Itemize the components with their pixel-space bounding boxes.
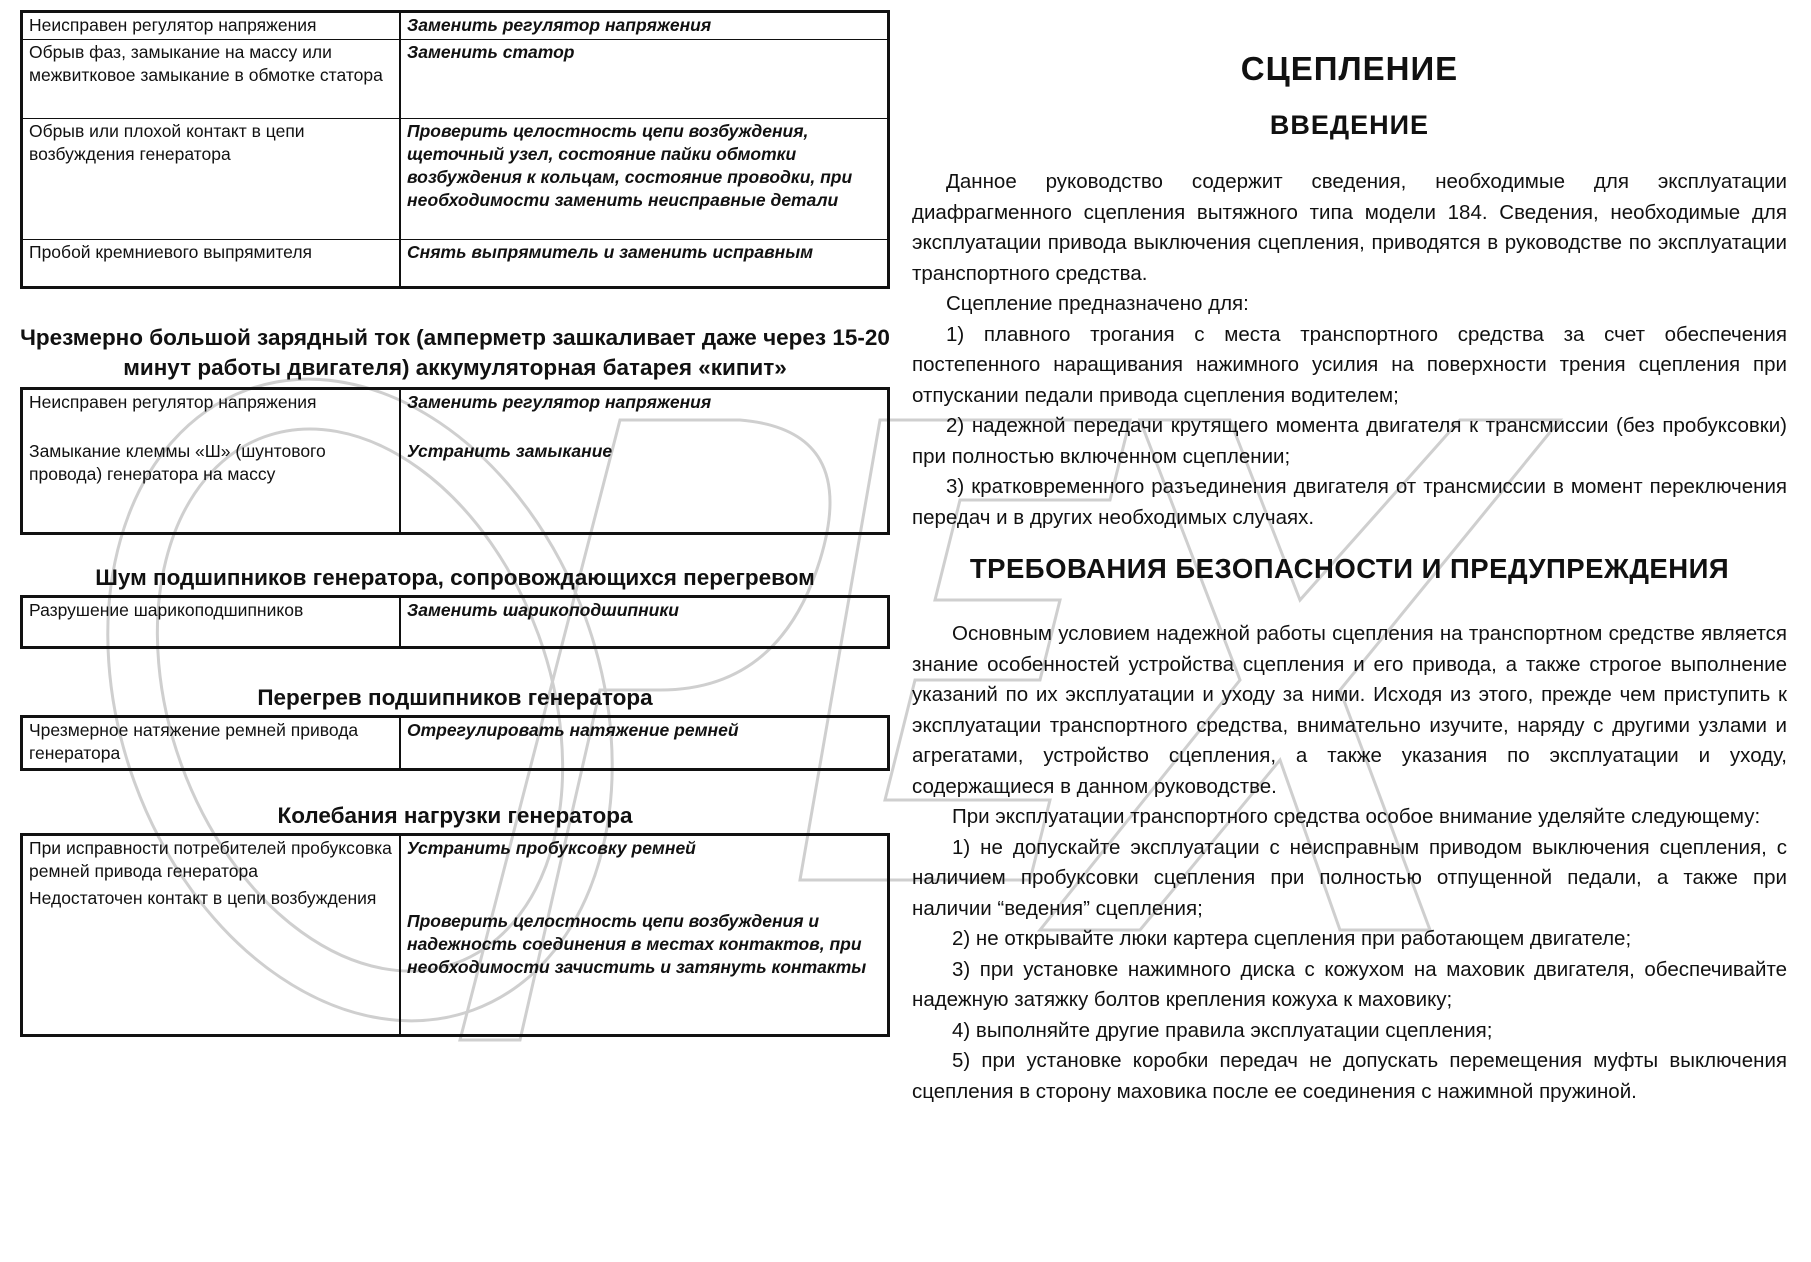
troubleshoot-table-4 (20, 715, 890, 771)
intro-paragraph: 2) надежной передачи крутящего момента двигателя к трансмиссии (без пробуксовки) при полностью включенном сцеплении; (912, 414, 1787, 468)
table-row (23, 598, 887, 646)
fix-text: Устранить пробуксовку ремней (407, 838, 696, 858)
fix-cell: Проверить целостность цепи возбуждения, щеточный узел, состояние пайки обмотки возбуждения к кольцам, состояние проводки, при необходимости заменить неисправные детали (407, 121, 853, 210)
cause-cell: Чрезмерное натяжение ремней привода генератора (23, 718, 401, 768)
page-title: СЦЕПЛЕНИЕ (1240, 50, 1459, 87)
section-title-bearing-overheat: Перегрев подшипников генератора (257, 685, 653, 710)
fix-cell: Заменить шарикоподшипники (407, 600, 679, 620)
section-title-load-fluctuation: Колебания нагрузки генератора (277, 803, 633, 828)
cause-text: Замыкание клеммы «Ш» (шунтового провода) генератора на массу (29, 441, 326, 484)
fix-text: Проверить целостность цепи возбуждения и надежность соединения в местах контактов, при необходимости зачистить и затянуть контакты (407, 911, 867, 977)
fix-cell: Заменить регулятор напряжения (407, 15, 712, 35)
fix-cell: Отрегулировать натяжение ремней (407, 720, 739, 740)
fix-cell: Заменить статор (407, 42, 575, 62)
left-column (20, 10, 890, 1037)
fix-cell (401, 390, 887, 532)
safety-paragraph: 1) не допускайте эксплуатации с неисправным приводом выключения сцепления, с наличием пробуксовки сцепления при полностью отпущенной педали, а также при наличии “ведения” сцепления; (912, 835, 1787, 920)
safety-heading: ТРЕБОВАНИЯ БЕЗОПАСНОСТИ И ПРЕДУПРЕЖДЕНИЯ (969, 553, 1730, 584)
table-row (23, 40, 887, 119)
intro-heading: ВВЕДЕНИЕ (1269, 110, 1430, 140)
cause-cell: Разрушение шарикоподшипников (23, 598, 401, 646)
fix-text: Устранить замыкание (407, 441, 613, 461)
cause-text: Неисправен регулятор напряжения (29, 392, 317, 412)
safety-paragraph: При эксплуатации транспортного средства особое внимание уделяйте следующему: (952, 805, 1761, 828)
right-column (912, 40, 1787, 1107)
troubleshoot-table-1 (20, 10, 890, 289)
table-row (23, 390, 887, 532)
cause-cell (23, 836, 401, 1034)
intro-paragraph: Сцепление предназначено для: (946, 292, 1249, 315)
fix-text: Заменить регулятор напряжения (407, 392, 712, 412)
section-title-overcharge: Чрезмерно большой зарядный ток (амперметр зашкаливает даже через 15-20 минут работы двигателя) аккумуляторная батарея «кипит» (20, 325, 890, 380)
cause-cell: Неисправен регулятор напряжения (23, 13, 401, 39)
cause-cell: Обрыв или плохой контакт в цепи возбуждения генератора (23, 119, 401, 239)
intro-paragraph: 3) кратковременного разъединения двигателя от трансмиссии в момент переключения передач и в других необходимых случаях. (912, 475, 1787, 529)
cause-text: При исправности потребителей пробуксовка ремней привода генератора (29, 838, 392, 881)
cause-text: Недостаточен контакт в цепи возбуждения (29, 888, 377, 908)
safety-paragraph: 5) при установке коробки передач не допускать перемещения муфты выключения сцепления в сторону маховика после ее соединения с нажимной пружиной. (912, 1049, 1787, 1103)
troubleshoot-table-2 (20, 387, 890, 535)
table-row (23, 718, 887, 768)
table-row (23, 119, 887, 240)
safety-paragraph: Основным условием надежной работы сцепления на транспортном средстве является знание особенностей устройства сцепления и его привода, а также строгое выполнение указаний по их эксплуатации и уходу за ними. Исходя из этого, прежде чем приступить к эксплуатации транспортного средства, внимательно изучите, наряду с другими узлами и агрегатами, устройство сцепления, а также указания по эксплуатации и уходу, содержащиеся в данном руководстве. (912, 622, 1787, 798)
safety-paragraph: 3) при установке нажимного диска с кожухом на маховик двигателя, обеспечивайте надежную затяжку болтов крепления кожуха к маховику; (912, 957, 1787, 1011)
fix-cell: Снять выпрямитель и заменить исправным (407, 242, 814, 262)
cause-cell: Обрыв фаз, замыкание на массу или межвитковое замыкание в обмотке статора (23, 40, 401, 118)
safety-paragraph: 4) выполняйте другие правила эксплуатации сцепления; (952, 1018, 1493, 1042)
intro-paragraph: 1) плавного трогания с места транспортного средства за счет обеспечения постепенного наращивания нажимного усилия на поверхности трения сцепления при отпускании педали привода сцепления водителем; (912, 322, 1787, 407)
table-row (23, 836, 887, 1034)
fix-cell (401, 836, 887, 1034)
section-title-bearing-noise: Шум подшипников генератора, сопровождающихся перегревом (95, 565, 815, 590)
cause-cell: Пробой кремниевого выпрямителя (23, 240, 401, 286)
table-row (23, 240, 887, 286)
troubleshoot-table-5 (20, 833, 890, 1037)
table-row (23, 13, 887, 40)
safety-paragraph: 2) не открывайте люки картера сцепления при работающем двигателе; (952, 927, 1632, 950)
troubleshoot-table-3 (20, 595, 890, 649)
intro-paragraph: Данное руководство содержит сведения, необходимые для эксплуатации диафрагменного сцепления вытяжного типа модели 184. Сведения, необходимые для эксплуатации привода выключения сцепления, приводятся в руководстве по эксплуатации транспортного средства. (912, 170, 1787, 285)
cause-cell (23, 390, 401, 532)
